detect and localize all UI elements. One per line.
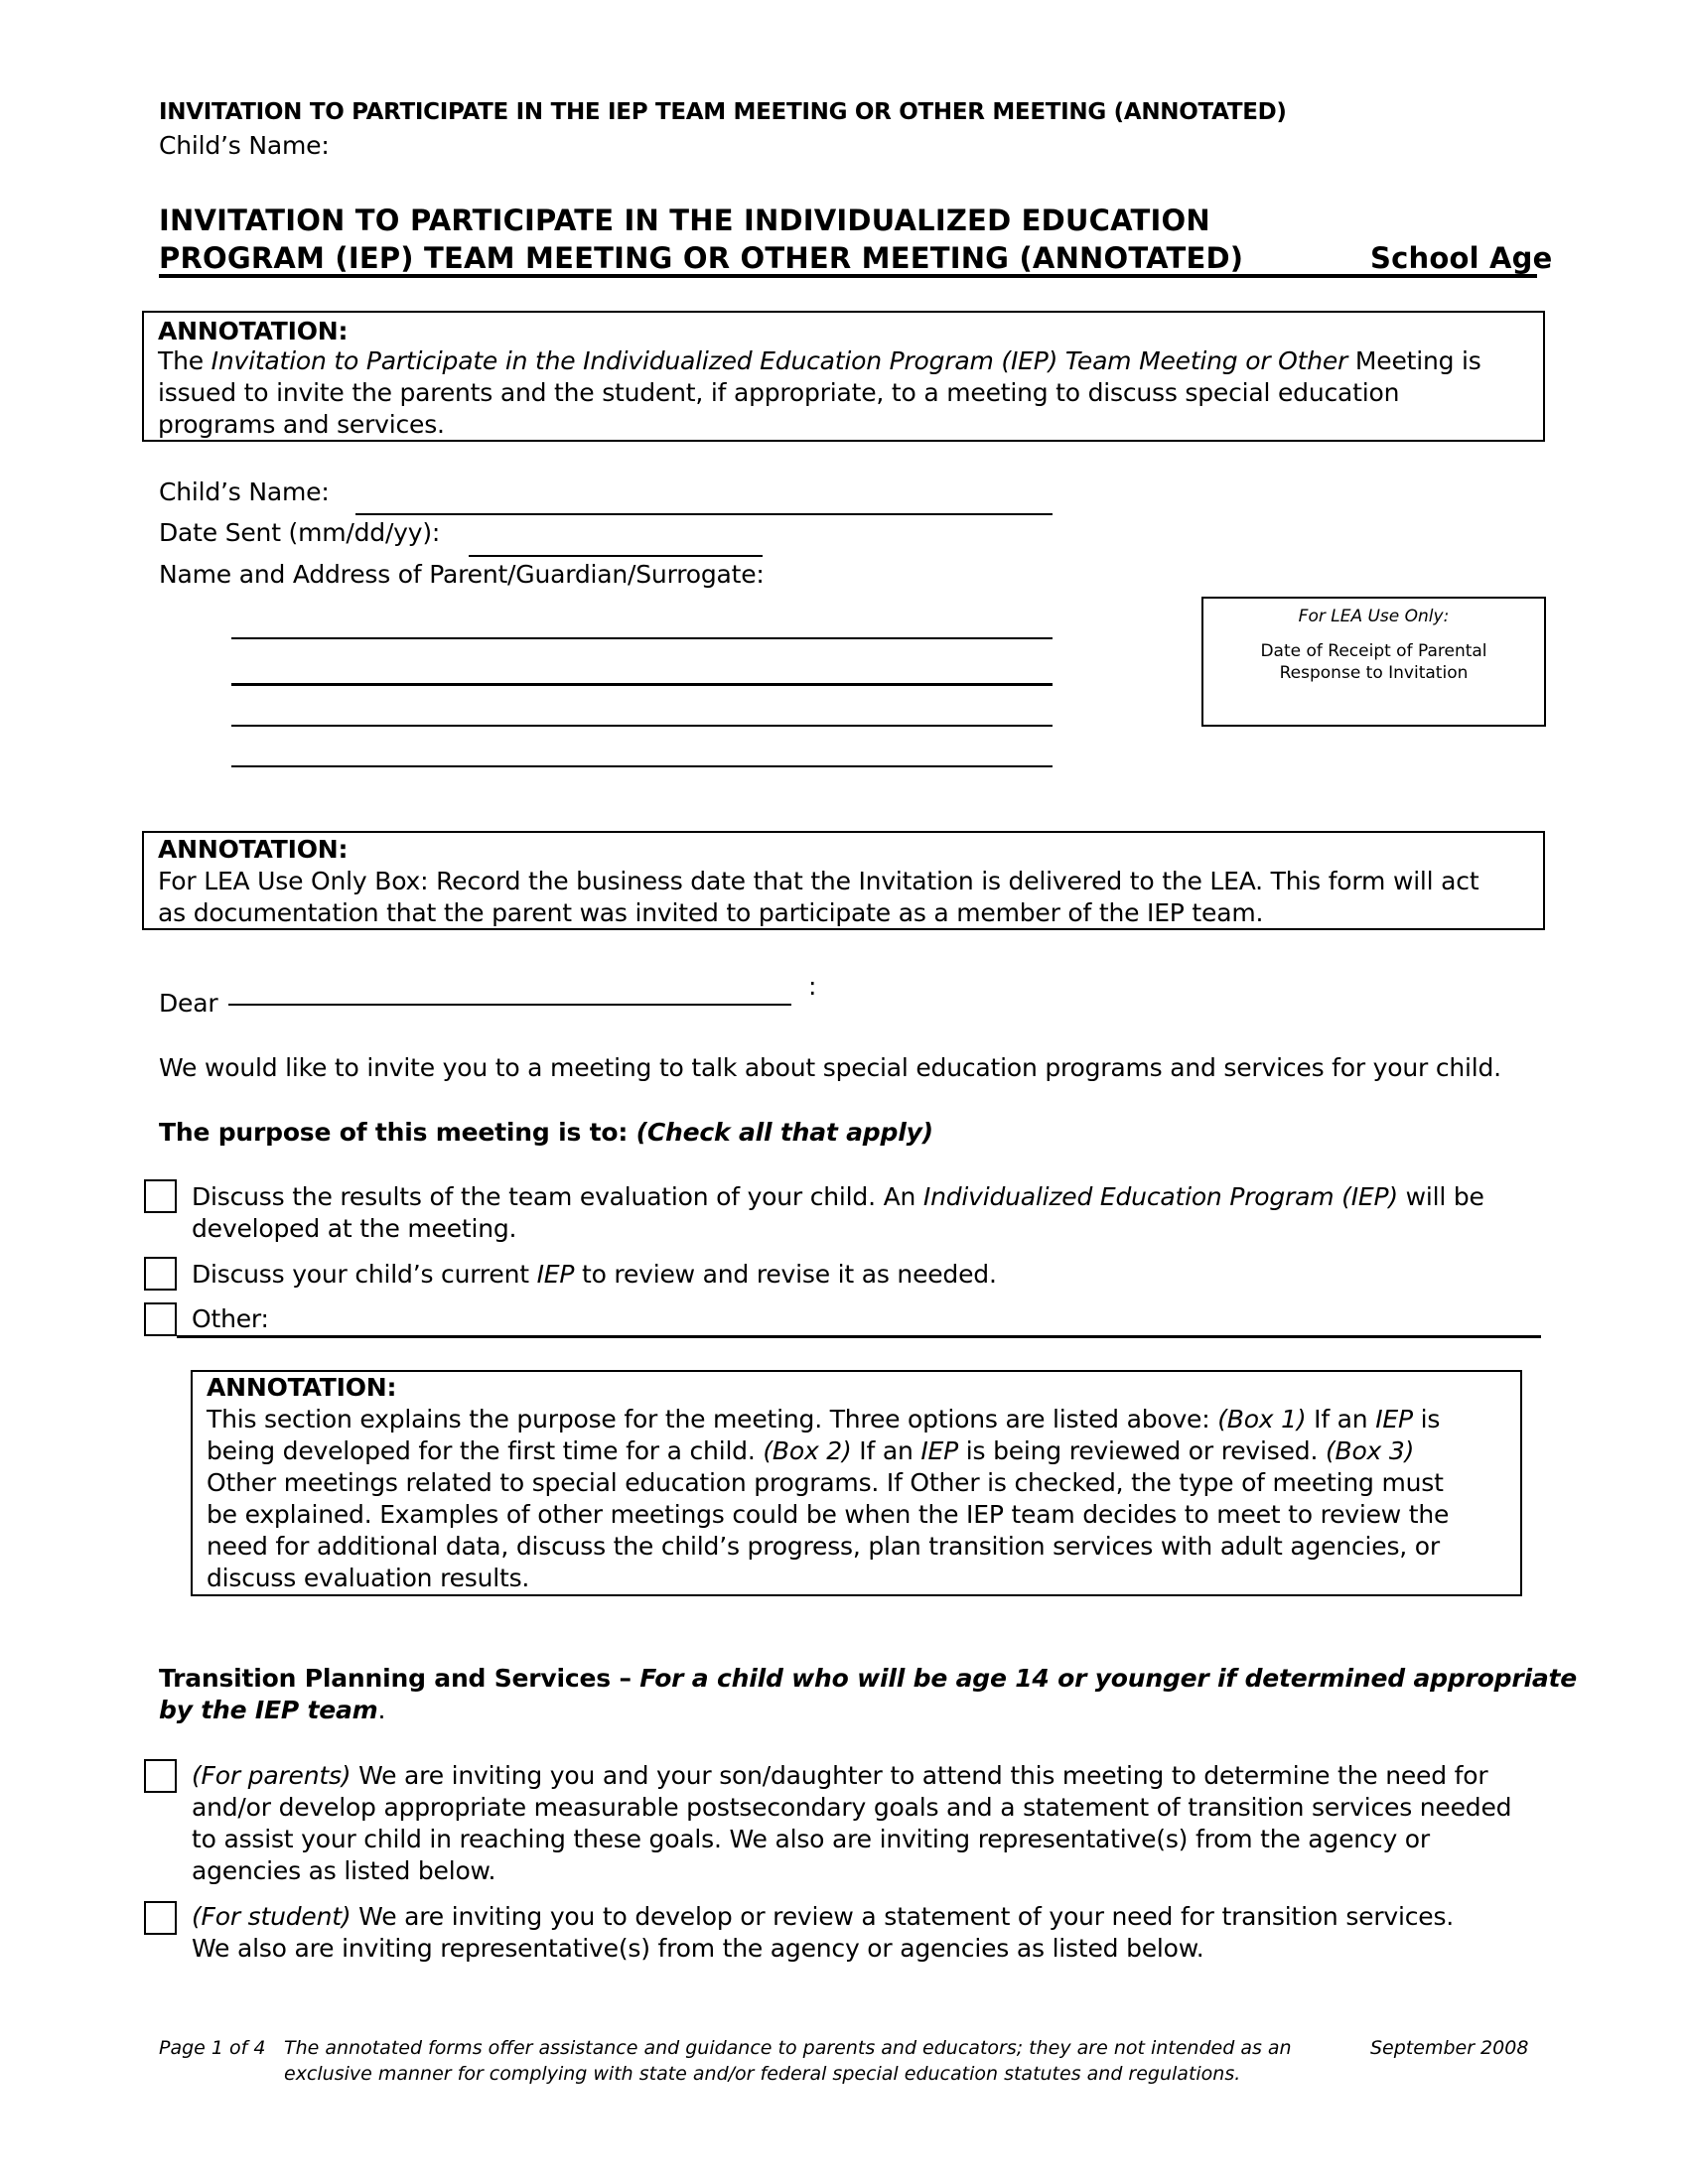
purpose-heading (159, 1117, 933, 1149)
annotation-text: Meeting is (1354, 346, 1481, 375)
annotation-line (158, 345, 1481, 377)
transition-option-parents-line: and/or develop appropriate measurable postsecondary goals and a statement of transition services needed (192, 1793, 1512, 1822)
purpose-checkbox-evaluation[interactable] (144, 1179, 177, 1213)
annotation-label: ANNOTATION: (158, 317, 349, 345)
annotation-text: If an (1306, 1405, 1376, 1433)
annotation-text-italic: (Box 3) (1325, 1436, 1415, 1465)
form-title-line2: PROGRAM (IEP) TEAM MEETING OR OTHER MEETING (ANNOTATED) (159, 241, 1244, 275)
form-type-label: School Age (1370, 241, 1553, 275)
purpose-label: The purpose of this meeting is to: (159, 1118, 636, 1147)
purpose-option-evaluation-line2: developed at the meeting. (192, 1214, 517, 1243)
transition-checkbox-student[interactable] (144, 1901, 177, 1935)
transition-heading-line2 (159, 1695, 385, 1726)
salutation-label: Dear (159, 989, 218, 1018)
option-audience: (For parents) (192, 1761, 352, 1790)
parent-address-line-1[interactable] (231, 637, 1053, 639)
annotation-box-lea (142, 831, 1545, 930)
lea-box-line: Response to Invitation (1279, 663, 1469, 683)
parent-address-line-3[interactable] (231, 725, 1053, 727)
child-name-field[interactable] (355, 513, 1053, 515)
annotation-form-name: Invitation to Participate in the Individualized Education Program (IEP) Team Meeting or Other (211, 346, 1355, 375)
annotation-line: need for additional data, discuss the child’s progress, plan transition services with adult agencies, or (207, 1532, 1440, 1561)
annotation-line (207, 1435, 1414, 1467)
annotation-text: is being reviewed or revised. (958, 1436, 1326, 1465)
running-header-title: INVITATION TO PARTICIPATE IN THE IEP TEAM MEETING OR OTHER MEETING (ANNOTATED) (159, 99, 1287, 125)
transition-heading (159, 1663, 1577, 1695)
salutation-name-field[interactable] (228, 1004, 791, 1006)
option-text-italic: IEP (536, 1260, 575, 1289)
option-text: to review and revise it as needed. (574, 1260, 997, 1289)
option-text-italic: Individualized Education Program (IEP) (922, 1182, 1398, 1211)
option-text: Discuss your child’s current (192, 1260, 537, 1289)
purpose-other-field[interactable] (177, 1335, 1541, 1338)
lea-box-line: Date of Receipt of Parental (1260, 641, 1487, 661)
purpose-option-review (192, 1259, 997, 1291)
date-sent-label: Date Sent (mm/dd/yy): (159, 518, 441, 547)
intro-paragraph: We would like to invite you to a meeting to talk about special education programs and services for your child. (159, 1053, 1501, 1082)
annotation-text: The (158, 346, 211, 375)
purpose-checkbox-review[interactable] (144, 1257, 177, 1291)
option-text: We are inviting you to develop or review a statement of your need for transition services. (351, 1902, 1455, 1931)
transition-heading-end: . (377, 1696, 386, 1724)
lea-box-title: For LEA Use Only: (1298, 607, 1450, 626)
annotation-line: For LEA Use Only Box: Record the business date that the Invitation is delivered to the LEA. This form will act (158, 867, 1479, 895)
transition-option-parents (192, 1760, 1487, 1792)
annotation-text: being developed for the first time for a child. (207, 1436, 764, 1465)
annotation-text: is (1412, 1405, 1441, 1433)
date-sent-field[interactable] (469, 555, 763, 557)
transition-option-student (192, 1901, 1454, 1933)
transition-heading-qualifier: For a child who will be age 14 or younger if determined appropriate (639, 1664, 1577, 1693)
annotation-text-italic: (Box 1) (1217, 1405, 1307, 1433)
running-header-child-label: Child’s Name: (159, 131, 330, 160)
transition-option-parents-line: to assist your child in reaching these goals. We also are inviting representative(s) from the agency or (192, 1825, 1430, 1853)
parent-address-line-4[interactable] (231, 765, 1053, 767)
footer-disclaimer-line2: exclusive manner for complying with state and/or federal special education statutes and regulations. (284, 2063, 1241, 2085)
parent-address-label: Name and Address of Parent/Guardian/Surrogate: (159, 560, 765, 589)
annotation-line: be explained. Examples of other meetings could be when the IEP team decides to meet to review the (207, 1500, 1450, 1529)
option-text: We are inviting you and your son/daughter to attend this meeting to determine the need for (351, 1761, 1488, 1790)
annotation-box-intro (142, 311, 1545, 442)
annotation-label: ANNOTATION: (158, 835, 349, 864)
transition-option-student-line: We also are inviting representative(s) from the agency or agencies as listed below. (192, 1934, 1204, 1963)
lea-use-only-box[interactable] (1201, 597, 1546, 727)
transition-heading-label: Transition Planning and Services – (159, 1664, 640, 1693)
annotation-text: If an (851, 1436, 921, 1465)
annotation-label: ANNOTATION: (207, 1373, 397, 1402)
annotation-text-italic: IEP (920, 1436, 958, 1465)
annotation-line: as documentation that the parent was invited to participate as a member of the IEP team. (158, 898, 1264, 927)
purpose-option-other-label: Other: (192, 1304, 269, 1333)
transition-option-parents-line: agencies as listed below. (192, 1856, 496, 1885)
annotation-text: This section explains the purpose for the meeting. Three options are listed above: (207, 1405, 1218, 1433)
title-underline (159, 274, 1537, 278)
annotation-line: Other meetings related to special education programs. If Other is checked, the type of meeting must (207, 1468, 1444, 1497)
purpose-option-evaluation (192, 1181, 1484, 1213)
form-title-line1: INVITATION TO PARTICIPATE IN THE INDIVIDUALIZED EDUCATION (159, 204, 1210, 237)
footer-page-number: Page 1 of 4 (159, 2037, 266, 2059)
transition-heading-qualifier: by the IEP team (159, 1696, 378, 1724)
footer-disclaimer-line1: The annotated forms offer assistance and guidance to parents and educators; they are not intended as an (284, 2037, 1292, 2059)
annotation-line (207, 1404, 1440, 1435)
option-text: will be (1397, 1182, 1484, 1211)
annotation-line: discuss evaluation results. (207, 1564, 530, 1592)
annotation-text-italic: (Box 2) (763, 1436, 852, 1465)
parent-address-line-2[interactable] (231, 683, 1053, 686)
purpose-hint: (Check all that apply) (635, 1118, 933, 1147)
annotation-box-purpose (191, 1370, 1522, 1596)
salutation-colon: : (808, 972, 817, 1001)
child-name-label: Child’s Name: (159, 478, 330, 506)
footer-date: September 2008 (1370, 2037, 1529, 2059)
annotation-text-italic: IEP (1375, 1405, 1413, 1433)
annotation-line: issued to invite the parents and the student, if appropriate, to a meeting to discuss special education (158, 378, 1400, 407)
transition-checkbox-parents[interactable] (144, 1759, 177, 1793)
annotation-line: programs and services. (158, 410, 445, 439)
purpose-checkbox-other[interactable] (144, 1302, 177, 1336)
option-text: Discuss the results of the team evaluation of your child. An (192, 1182, 923, 1211)
option-audience: (For student) (192, 1902, 352, 1931)
